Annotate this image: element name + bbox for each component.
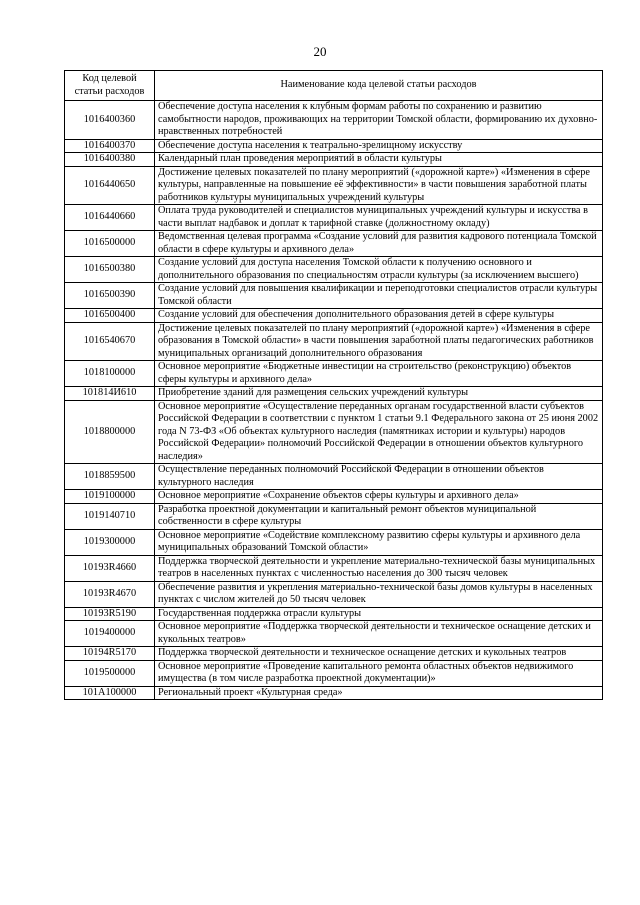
- target-article-code: 1016440650: [65, 166, 155, 205]
- target-article-code: 1019500000: [65, 660, 155, 686]
- target-article-name: Разработка проектной документации и капитальный ремонт объектов муниципальной собственности в сфере культуры: [155, 503, 603, 529]
- table-row: [65, 322, 603, 361]
- target-article-code: 1019300000: [65, 529, 155, 555]
- table-row: [65, 400, 603, 464]
- target-article-name: Создание условий для повышения квалификации и переподготовки специалистов отрасли культуры Томской области: [155, 283, 603, 309]
- table-row: [65, 139, 603, 153]
- target-article-code: 10193R5190: [65, 607, 155, 621]
- budget-code-table: [64, 70, 603, 700]
- target-article-name: Приобретение зданий для размещения сельских учреждений культуры: [155, 387, 603, 401]
- target-article-name: Основное мероприятие «Проведение капитального ремонта областных объектов недвижимого имущества (в том числе разработка проектной документации)»: [155, 660, 603, 686]
- target-article-code: 1018100000: [65, 361, 155, 387]
- table-row: [65, 153, 603, 167]
- target-article-code: 1016400370: [65, 139, 155, 153]
- table-row: [65, 464, 603, 490]
- target-article-code: 1016400360: [65, 101, 155, 140]
- target-article-code: 10194R5170: [65, 647, 155, 661]
- table-row: [65, 686, 603, 700]
- target-article-code: 1016400380: [65, 153, 155, 167]
- table-row: [65, 660, 603, 686]
- target-article-name: Достижение целевых показателей по плану мероприятий («дорожной карте») «Изменения в сфере образования в Томской области» в части повышения заработной платы педагогических работников муниципальных организаций дополнительного образования: [155, 322, 603, 361]
- target-article-name: Основное мероприятие «Бюджетные инвестиции на строительство (реконструкцию) объектов сферы культуры и архивного дела»: [155, 361, 603, 387]
- target-article-code: 10193R4670: [65, 581, 155, 607]
- table-row: [65, 283, 603, 309]
- target-article-code: 1019140710: [65, 503, 155, 529]
- target-article-code: 1016540670: [65, 322, 155, 361]
- target-article-name: Основное мероприятие «Сохранение объектов сферы культуры и архивного дела»: [155, 490, 603, 504]
- table-row: [65, 361, 603, 387]
- target-article-name: Осуществление переданных полномочий Российской Федерации в отношении объектов культурного наследия: [155, 464, 603, 490]
- target-article-code: 1016500400: [65, 309, 155, 323]
- table-row: [65, 309, 603, 323]
- target-article-name: Региональный проект «Культурная среда»: [155, 686, 603, 700]
- target-article-code: 101814И610: [65, 387, 155, 401]
- table-row: [65, 555, 603, 581]
- target-article-name: Достижение целевых показателей по плану мероприятий («дорожной карте») «Изменения в сфере культуры, направленные на повышение её эффективности» в части повышения заработной платы работников культуры муниципальных учреждений культуры: [155, 166, 603, 205]
- target-article-code: 1019100000: [65, 490, 155, 504]
- target-article-name: Основное мероприятие «Поддержка творческой деятельности и техническое оснащение детских и кукольных театров»: [155, 621, 603, 647]
- target-article-code: 1018859500: [65, 464, 155, 490]
- table-row: [65, 490, 603, 504]
- page-number: 20: [313, 44, 327, 59]
- target-article-name: Поддержка творческой деятельности и техническое оснащение детских и кукольных театров: [155, 647, 603, 661]
- target-article-name: Создание условий для обеспечения дополнительного образования детей в сфере культуры: [155, 309, 603, 323]
- column-header-name: Наименование кода целевой статьи расходов: [155, 71, 603, 101]
- target-article-name: Основное мероприятие «Осуществление переданных органам государственной власти субъектов Российской Федерации в соответствии с пунктом 1 статьи 9.1 Федерального закона от 25 июня 2002 года N 73-ФЗ «Об объектах культурного наследия (памятниках истории и культуры) народов Российской Федерации» полномочий Российской Федерации в отношении объектов культурного наследия»: [155, 400, 603, 464]
- target-article-name: Обеспечение доступа населения к клубным формам работы по сохранению и развитию самобытности народов, проживающих на территории Томской области, формированию их духовно-нравственных потребностей: [155, 101, 603, 140]
- target-article-code: 1019400000: [65, 621, 155, 647]
- target-article-name: Основное мероприятие «Содействие комплексному развитию сферы культуры и архивного дела муниципальных образований Томской области»: [155, 529, 603, 555]
- target-article-code: 101A100000: [65, 686, 155, 700]
- target-article-name: Обеспечение доступа населения к театрально-зрелищному искусству: [155, 139, 603, 153]
- table-row: [65, 231, 603, 257]
- table-row: [65, 647, 603, 661]
- target-article-name: Обеспечение развития и укрепления материально-технической базы домов культуры в населенных пунктах с числом жителей до 50 тысяч человек: [155, 581, 603, 607]
- target-article-code: 1016500380: [65, 257, 155, 283]
- target-article-name: Поддержка творческой деятельности и укрепление материально-технической базы муниципальных театров в населенных пунктах с численностью населения до 300 тысяч человек: [155, 555, 603, 581]
- table-row: [65, 101, 603, 140]
- table-header-row: [65, 71, 603, 101]
- target-article-name: Оплата труда руководителей и специалистов муниципальных учреждений культуры и искусства в части выплат надбавок и доплат к тарифной ставке (должностному окладу): [155, 205, 603, 231]
- table-row: [65, 257, 603, 283]
- target-article-name: Создание условий для доступа населения Томской области к получению основного и дополнительного образования по специальностям отрасли культуры (за исключением высшего): [155, 257, 603, 283]
- table-row: [65, 529, 603, 555]
- table-row: [65, 205, 603, 231]
- target-article-code: 1016500390: [65, 283, 155, 309]
- target-article-name: Календарный план проведения мероприятий в области культуры: [155, 153, 603, 167]
- table-body: [65, 101, 603, 700]
- target-article-code: 1016440660: [65, 205, 155, 231]
- table-row: [65, 581, 603, 607]
- target-article-name: Ведомственная целевая программа «Создание условий для развития кадрового потенциала Томской области в сфере культуры и архивного дела»: [155, 231, 603, 257]
- target-article-name: Государственная поддержка отрасли культуры: [155, 607, 603, 621]
- column-header-code: Код целевой статьи расходов: [65, 71, 155, 101]
- target-article-code: 1016500000: [65, 231, 155, 257]
- table-row: [65, 621, 603, 647]
- table-row: [65, 387, 603, 401]
- table-row: [65, 503, 603, 529]
- table-row: [65, 607, 603, 621]
- target-article-code: 1018800000: [65, 400, 155, 464]
- table-row: [65, 166, 603, 205]
- target-article-code: 10193R4660: [65, 555, 155, 581]
